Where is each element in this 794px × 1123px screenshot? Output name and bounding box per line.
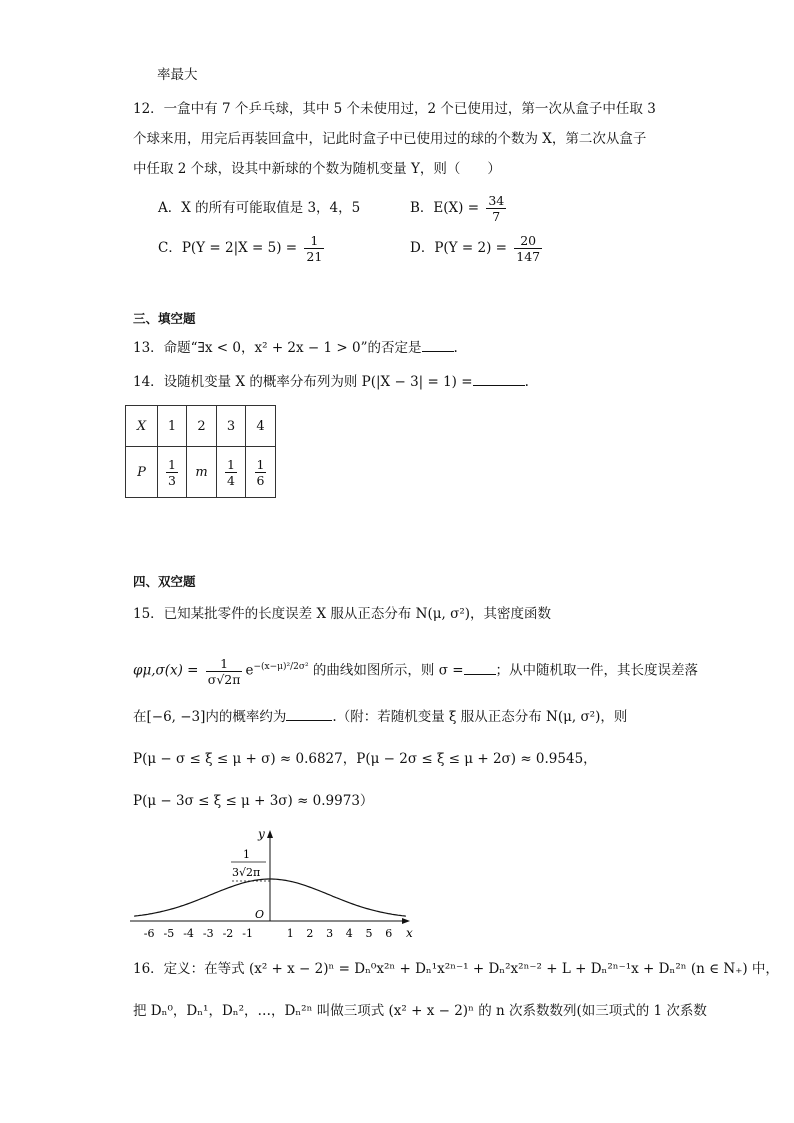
x-tick-label: -4 [183, 927, 194, 940]
x-tick-label: -3 [202, 927, 214, 940]
x-tick-label: -5 [163, 927, 175, 940]
origin-label: O [255, 908, 265, 921]
question-15-line5: P(μ − 3σ ≤ ξ ≤ μ + 3σ) ≈ 0.9973） [133, 793, 374, 809]
question-15-line4: P(μ − σ ≤ ξ ≤ μ + σ) ≈ 0.6827，P(μ − 2σ ≤ ξ ≤ μ + 2σ) ≈ 0.9545， [133, 751, 597, 767]
table-cell: $\frac{1}{6}$ [246, 447, 276, 498]
table-cell: m [187, 447, 217, 498]
option-b-label: B．E(X) = [410, 200, 480, 216]
question-16-line1: 16．定义：在等式 (x² + x − 2)ⁿ = Dₙ⁰x²ⁿ + Dₙ¹x²ⁿ⁻¹ + Dₙ²x²ⁿ⁻² + L + Dₙ²ⁿ⁻¹x + Dₙ²ⁿ (n ∈ N₊) 中， [133, 961, 779, 977]
option-b-fraction: $\frac{34}{7}$ [488, 193, 505, 224]
table-header-p: P [126, 447, 158, 498]
table-header-x: X [126, 406, 158, 447]
option-c-fraction: $\frac{1}{21}$ [306, 233, 323, 264]
question-15-line1: 15．已知某批零件的长度误差 X 服从正态分布 N(μ, σ²)，其密度函数 [133, 606, 551, 622]
x-tick-label: 2 [306, 927, 314, 940]
question-16-line2: 把 Dₙ⁰，Dₙ¹，Dₙ²，…，Dₙ²ⁿ 叫做三项式 (x² + x − 2)ⁿ 的 n 次系数数列(如三项式的 1 次系数 [133, 1003, 707, 1019]
x-axis-label: x [406, 926, 413, 940]
y-axis-arrow [267, 830, 273, 838]
x-tick-label: 4 [345, 927, 353, 940]
x-tick-label: -6 [143, 927, 155, 940]
question-15-line3: 在[−6, −3]内的概率约为 .（附：若随机变量 ξ 服从正态分布 N(μ, σ²)，则 [133, 709, 628, 725]
question-15-line2: φμ,σ(x) = $\frac{1}{\sigma√2\pi}$ $e^{-(x-\mu)^2/2\sigma^2}$ 的曲线如图所示，则 σ = ；从中随机取一件，其长度误差落 [133, 655, 699, 687]
x-tick-label: 3 [326, 927, 334, 940]
question-11-tail: 率最大 [157, 67, 198, 83]
question-13: 13．命题“∃x < 0，x² + 2x − 1 > 0”的否定是 . [133, 340, 458, 356]
question-12-line1: 12．一盒中有 7 个乒乓球，其中 5 个未使用过，2 个已使用过，第一次从盒子中任取 3 [133, 101, 656, 117]
question-12-line2: 个球来用，用完后再装回盒中，记此时盒子中已使用过的球的个数为 X，第二次从盒子 [133, 131, 647, 147]
table-cell: $\frac{1}{3}$ [158, 447, 187, 498]
x-axis-arrow [402, 918, 410, 924]
option-c-label: C．P(Y = 2|X = 5) = [158, 240, 298, 256]
y-axis-label: y [258, 827, 265, 841]
option-d-label: D．P(Y = 2) = [410, 240, 507, 256]
section-title-fill-in: 三、填空题 [133, 311, 196, 326]
table-cell: $\frac{1}{4}$ [217, 447, 246, 498]
table-cell: 1 [158, 406, 187, 447]
x-tick-label: 5 [365, 927, 373, 940]
peak-denominator: 3√2π [232, 866, 261, 879]
table-cell: 4 [246, 406, 276, 447]
option-d-fraction: $\frac{20}{147}$ [516, 233, 541, 264]
x-tick-label: -2 [222, 927, 234, 940]
table-cell: 2 [187, 406, 217, 447]
x-tick-label: 1 [286, 927, 294, 940]
option-a: A．X 的所有可能取值是 3，4，5 [158, 200, 361, 216]
x-tick-label: 6 [385, 927, 393, 940]
peak-numerator: 1 [243, 848, 250, 861]
question-12-line3: 中任取 2 个球，设其中新球的个数为随机变量 Y，则（ ） [133, 161, 501, 177]
section-title-double-blank: 四、双空题 [133, 574, 196, 589]
question-14: 14．设随机变量 X 的概率分布列为则 P(|X − 3| = 1) = . [133, 374, 529, 390]
table-cell: 3 [217, 406, 246, 447]
x-tick-label: -1 [242, 927, 254, 940]
